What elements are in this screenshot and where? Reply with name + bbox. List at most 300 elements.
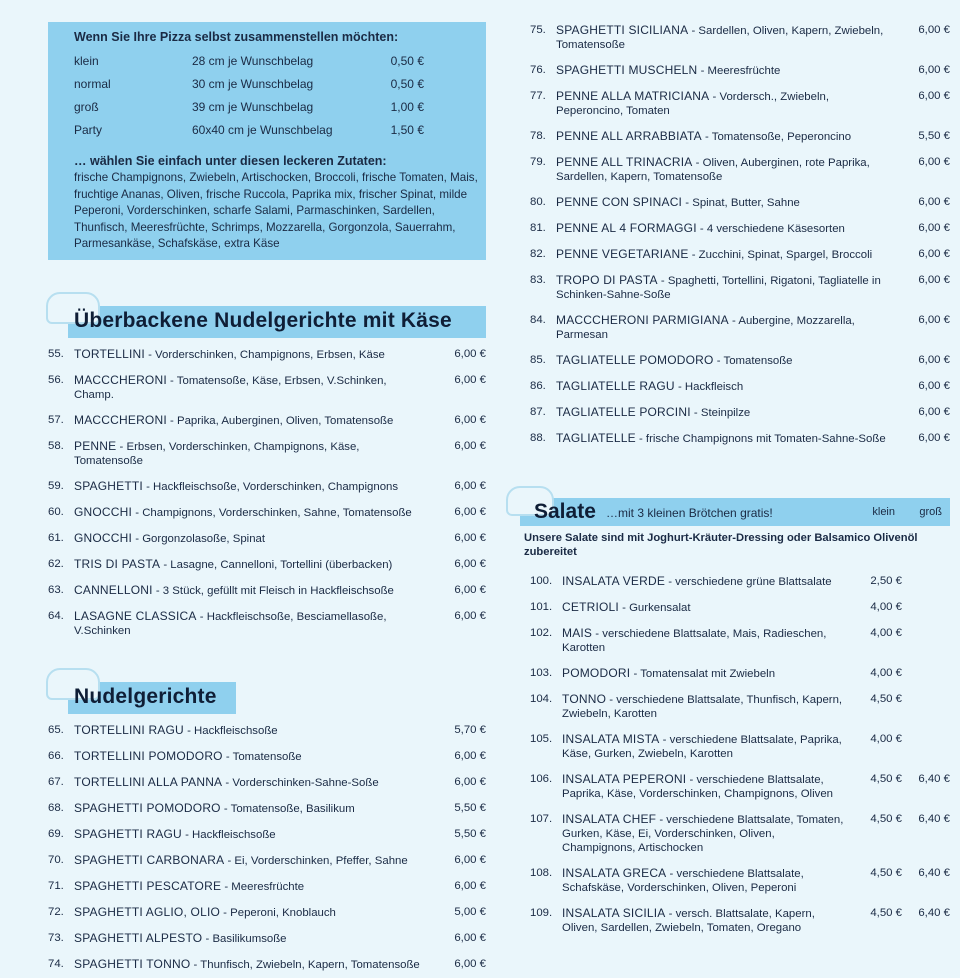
item-price: 6,00 €	[454, 440, 486, 452]
menu-item	[510, 727, 950, 767]
item-number: 65.	[48, 724, 64, 736]
menu-item	[510, 621, 950, 661]
menu-item	[48, 474, 486, 500]
item-price: 6,00 €	[918, 354, 950, 366]
item-name: SPAGHETTI TONNO	[74, 957, 191, 971]
item-number: 79.	[530, 156, 546, 168]
item-desc: - Hackfleischsoße	[181, 829, 276, 841]
item-name: INSALATA SICILIA	[562, 906, 666, 920]
item-price: 6,00 €	[454, 854, 486, 866]
item-price-gross: 6,40 €	[918, 867, 950, 879]
item-desc: - Paprika, Auberginen, Oliven, Tomatensoße	[166, 415, 394, 427]
item-desc: - Tomatensoße, Käse, Erbsen, V.Schinken, Champ.	[74, 375, 387, 401]
size-price: 1,00 €	[390, 100, 424, 114]
item-desc: - Tomatensoße, Basilikum	[220, 803, 355, 815]
salad-note: Unsere Salate sind mit Joghurt-Kräuter-Dressing oder Balsamico Olivenöl zubereitet	[524, 532, 918, 558]
left-column	[48, 22, 486, 978]
item-desc: - Tomatensoße	[713, 355, 793, 367]
menu-item	[510, 150, 950, 190]
item-name: TAGLIATELLE RAGU	[556, 379, 675, 393]
item-price-gross	[902, 732, 950, 761]
item-number: 67.	[48, 776, 64, 788]
item-text	[74, 347, 426, 362]
item-name: TORTELLINI RAGU	[74, 723, 184, 737]
item-desc: - Hackfleischsoße, Besciamellasoße, V.Schinken	[74, 611, 387, 637]
item-price: 6,00 €	[918, 156, 950, 168]
ingredients-heading: … wählen Sie einfach unter diesen leckeren Zutaten:	[74, 154, 387, 168]
item-number: 102.	[530, 627, 553, 639]
menu-item	[510, 767, 950, 807]
item-name: PENNE AL 4 FORMAGGI	[556, 221, 697, 235]
item-price: 6,00 €	[918, 406, 950, 418]
item-number: 72.	[48, 906, 64, 918]
item-desc: - Meeresfrüchte	[697, 65, 781, 77]
item-number: 78.	[530, 130, 546, 142]
item-name: SPAGHETTI AGLIO, OLIO	[74, 905, 221, 919]
item-number: 83.	[530, 274, 546, 286]
item-number: 87.	[530, 406, 546, 418]
menu-item	[48, 408, 486, 434]
item-number: 57.	[48, 414, 64, 426]
item-desc: - versch. Blattsalate, Kapern, Oliven, Sardellen, Zwiebeln, Tomaten, Oregano	[562, 908, 815, 934]
item-name: PENNE CON SPINACI	[556, 195, 683, 209]
item-desc: - verschiedene Blattsalate, Paprika, Käse, Gurken, Zwiebeln, Karotten	[562, 734, 842, 760]
item-price: 6,00 €	[918, 432, 950, 444]
item-desc: - Champignons, Vorderschinken, Sahne, Tomatensoße	[132, 507, 412, 519]
item-text	[562, 866, 846, 895]
item-number: 58.	[48, 440, 64, 452]
item-desc: - Peperoni, Knoblauch	[220, 907, 336, 919]
item-number: 62.	[48, 558, 64, 570]
item-price-gross	[902, 574, 950, 589]
menu-item	[48, 578, 486, 604]
item-text	[74, 853, 426, 868]
menu-item	[510, 569, 950, 595]
item-price: 5,50 €	[454, 828, 486, 840]
item-text	[562, 666, 846, 681]
size-name: groß	[74, 100, 99, 114]
item-price: 6,00 €	[454, 584, 486, 596]
item-text	[556, 195, 894, 210]
item-text	[556, 129, 894, 144]
item-name: SPAGHETTI	[74, 479, 143, 493]
pizza-size-row	[74, 73, 476, 96]
item-name: SPAGHETTI POMODORO	[74, 801, 221, 815]
item-name: GNOCCHI	[74, 531, 133, 545]
item-name: TRIS DI PASTA	[74, 557, 161, 571]
item-price: 6,00 €	[918, 64, 950, 76]
item-name: PENNE ALL TRINACRIA	[556, 155, 693, 169]
item-price: 5,00 €	[454, 906, 486, 918]
item-name: TAGLIATELLE PORCINI	[556, 405, 691, 419]
item-desc: - Hackfleischsoße, Vorderschinken, Champignons	[142, 481, 399, 493]
menu-item	[510, 426, 950, 452]
item-price-klein: 4,50 €	[870, 907, 902, 919]
item-text	[562, 692, 846, 721]
item-text	[562, 600, 846, 615]
item-text	[74, 957, 426, 972]
item-number: 73.	[48, 932, 64, 944]
item-desc: - verschiedene Blattsalate, Paprika, Käse, Vorderschinken, Champignons, Oliven	[562, 774, 833, 800]
item-number: 85.	[530, 354, 546, 366]
item-text	[556, 379, 894, 394]
item-price: 6,00 €	[454, 558, 486, 570]
item-text	[556, 221, 894, 236]
item-name: CANNELLONI	[74, 583, 153, 597]
menu-item	[48, 874, 486, 900]
item-text	[74, 931, 426, 946]
item-number: 55.	[48, 348, 64, 360]
item-price-gross: 6,40 €	[918, 813, 950, 825]
salad-list	[510, 569, 950, 941]
item-desc: - Tomatensoße	[222, 751, 302, 763]
menu-item	[510, 216, 950, 242]
item-price: 6,00 €	[918, 222, 950, 234]
right-pasta-list	[510, 18, 950, 452]
item-desc: - Hackfleisch	[674, 381, 744, 393]
item-name: INSALATA GRECA	[562, 866, 667, 880]
menu-item	[510, 18, 950, 58]
item-price: 6,00 €	[918, 24, 950, 36]
item-price: 6,00 €	[454, 776, 486, 788]
item-text	[74, 879, 426, 894]
item-text	[556, 155, 894, 184]
item-number: 68.	[48, 802, 64, 814]
size-desc: 39 cm je Wunschbelag	[192, 100, 314, 114]
item-price: 6,00 €	[454, 532, 486, 544]
item-price-gross	[902, 626, 950, 655]
item-name: PENNE	[74, 439, 117, 453]
menu-item	[48, 368, 486, 408]
item-desc: - 3 Stück, gefüllt mit Fleisch in Hackfleischsoße	[152, 585, 394, 597]
pizza-size-row	[74, 50, 476, 73]
item-name: TORTELLINI ALLA PANNA	[74, 775, 223, 789]
item-desc: - Spaghetti, Tortellini, Rigatoni, Tagliatelle in Schinken-Sahne-Soße	[556, 275, 881, 301]
menu-item	[48, 952, 486, 978]
item-desc: - verschiedene Blattsalate, Mais, Radieschen, Karotten	[562, 628, 827, 654]
item-price: 5,70 €	[454, 724, 486, 736]
item-text	[74, 775, 426, 790]
item-desc: - Erbsen, Vorderschinken, Champignons, Käse, Tomatensoße	[74, 441, 360, 467]
menu-item	[510, 901, 950, 941]
item-number: 74.	[48, 958, 64, 970]
item-price: 6,00 €	[454, 880, 486, 892]
item-text	[74, 905, 426, 920]
item-desc: - Vorderschinken, Champignons, Erbsen, Käse	[144, 349, 385, 361]
item-desc: - Spinat, Butter, Sahne	[682, 197, 800, 209]
item-name: SPAGHETTI ALPESTO	[74, 931, 203, 945]
item-price: 6,00 €	[454, 506, 486, 518]
item-name: PENNE ALLA MATRICIANA	[556, 89, 710, 103]
item-price-klein: 4,50 €	[870, 867, 902, 879]
col-gross: groß	[919, 506, 942, 518]
item-desc: - Tomatensalat mit Zwiebeln	[630, 668, 776, 680]
pizza-size-row	[74, 96, 476, 119]
menu-item	[48, 604, 486, 644]
section-header-salate	[510, 498, 950, 528]
item-price: 6,00 €	[918, 380, 950, 392]
menu-item	[510, 595, 950, 621]
item-number: 70.	[48, 854, 64, 866]
item-price-gross	[902, 692, 950, 721]
menu-item	[48, 342, 486, 368]
item-desc: - Vorderschinken-Sahne-Soße	[222, 777, 379, 789]
col-klein: klein	[872, 506, 895, 518]
item-price-klein: 4,50 €	[870, 773, 902, 785]
item-name: INSALATA PEPERONI	[562, 772, 687, 786]
item-price-gross: 6,40 €	[918, 773, 950, 785]
item-text	[556, 23, 894, 52]
item-price-gross	[902, 600, 950, 615]
pizza-heading: Wenn Sie Ihre Pizza selbst zusammenstellen möchten:	[74, 30, 399, 44]
item-price: 6,00 €	[454, 480, 486, 492]
item-name: TONNO	[562, 692, 607, 706]
item-text	[562, 732, 846, 761]
section-header-nudel	[48, 682, 486, 714]
item-price-gross: 6,40 €	[918, 907, 950, 919]
item-desc: - Tomatensoße, Peperoncino	[701, 131, 852, 143]
menu-item	[510, 190, 950, 216]
item-number: 61.	[48, 532, 64, 544]
menu-item	[48, 926, 486, 952]
item-text	[74, 801, 426, 816]
section-title: Überbackene Nudelgerichte mit Käse	[74, 309, 452, 332]
item-number: 106.	[530, 773, 553, 785]
size-price: 1,50 €	[390, 123, 424, 137]
item-text	[74, 583, 426, 598]
item-name: TROPO DI PASTA	[556, 273, 658, 287]
item-number: 103.	[530, 667, 553, 679]
size-name: normal	[74, 77, 111, 91]
section-header-ueberbacken	[48, 306, 486, 338]
ueberbacken-list	[48, 342, 486, 644]
right-column	[510, 18, 950, 941]
menu-item	[48, 900, 486, 926]
item-price: 5,50 €	[454, 802, 486, 814]
item-name: SPAGHETTI CARBONARA	[74, 853, 225, 867]
item-number: 66.	[48, 750, 64, 762]
item-price-klein: 4,00 €	[870, 601, 902, 613]
item-desc: - Hackfleischsoße	[183, 725, 278, 737]
item-text	[74, 505, 426, 520]
item-desc: - frische Champignons mit Tomaten-Sahne-Soße	[635, 433, 886, 445]
item-number: 82.	[530, 248, 546, 260]
item-text	[556, 63, 894, 78]
menu-item	[510, 268, 950, 308]
item-desc: - Lasagne, Cannelloni, Tortellini (überbacken)	[160, 559, 393, 571]
item-desc: - Oliven, Auberginen, rote Paprika, Sardellen, Kapern, Tomatensoße	[556, 157, 870, 183]
item-number: 76.	[530, 64, 546, 76]
menu-item	[48, 552, 486, 578]
section-subtitle: …mit 3 kleinen Brötchen gratis!	[606, 506, 773, 520]
item-number: 88.	[530, 432, 546, 444]
ingredients-list: frische Champignons, Zwiebeln, Artischocken, Broccoli, frische Tomaten, Mais, fruchtige Ananas, Oliven, frische Ruccola, Paprika mix, frischer Spinat, milde Peperoni, Vorderschinken, scharfe Salami, Parmaschinken, Sardellen, Thunfisch, Meeresfrüchte, Schrimps, Mozzarella, Gorgonzola, Sauerrahm, Parmesankäse, Schafskäse, extra Käse	[74, 171, 478, 251]
item-price: 6,00 €	[454, 374, 486, 386]
item-desc: - Vordersch., Zwiebeln, Peperoncino, Tomaten	[556, 91, 830, 117]
item-desc: - Basilikumsoße	[202, 933, 287, 945]
size-price: 0,50 €	[390, 77, 424, 91]
item-price: 6,00 €	[454, 348, 486, 360]
menu-item	[48, 822, 486, 848]
item-name: MAIS	[562, 626, 593, 640]
item-price: 6,00 €	[454, 750, 486, 762]
item-number: 104.	[530, 693, 553, 705]
item-desc: - Steinpilze	[690, 407, 751, 419]
item-text	[562, 574, 846, 589]
item-number: 75.	[530, 24, 546, 36]
item-number: 60.	[48, 506, 64, 518]
item-price: 6,00 €	[918, 196, 950, 208]
item-price-gross	[902, 666, 950, 681]
item-name: SPAGHETTI MUSCHELN	[556, 63, 698, 77]
pizza-sizes	[74, 50, 476, 142]
item-text	[556, 273, 894, 302]
item-number: 81.	[530, 222, 546, 234]
size-desc: 60x40 cm je Wunschbelag	[192, 123, 333, 137]
item-price: 6,00 €	[454, 414, 486, 426]
section-title: Salate	[534, 500, 596, 523]
size-name: klein	[74, 54, 99, 68]
item-desc: - Ei, Vorderschinken, Pfeffer, Sahne	[224, 855, 408, 867]
menu-item	[48, 718, 486, 744]
item-desc: - Zucchini, Spinat, Spargel, Broccoli	[688, 249, 873, 261]
item-name: CETRIOLI	[562, 600, 619, 614]
item-number: 59.	[48, 480, 64, 492]
item-price-klein: 4,00 €	[870, 667, 902, 679]
item-name: GNOCCHI	[74, 505, 133, 519]
item-price-klein: 2,50 €	[870, 575, 902, 587]
item-text	[74, 439, 426, 468]
item-desc: - 4 verschiedene Käsesorten	[696, 223, 845, 235]
item-price: 6,00 €	[454, 958, 486, 970]
item-desc: - verschiedene grüne Blattsalate	[665, 576, 832, 588]
item-text	[74, 413, 426, 428]
item-price-klein: 4,50 €	[870, 813, 902, 825]
item-number: 56.	[48, 374, 64, 386]
pizza-size-row	[74, 119, 476, 142]
pizza-custom-box	[48, 22, 486, 260]
item-text	[556, 89, 894, 118]
menu-item	[48, 796, 486, 822]
item-number: 63.	[48, 584, 64, 596]
item-name: POMODORI	[562, 666, 631, 680]
item-number: 71.	[48, 880, 64, 892]
menu-item	[510, 58, 950, 84]
item-desc: - verschiedene Blattsalate, Thunfisch, Kapern, Zwiebeln, Karotten	[562, 694, 843, 720]
item-name: MACCCHERONI	[74, 373, 167, 387]
item-name: TAGLIATELLE	[556, 431, 636, 445]
item-number: 100.	[530, 575, 553, 587]
item-text	[74, 609, 426, 638]
menu-item	[510, 687, 950, 727]
menu-item	[48, 526, 486, 552]
menu-item	[510, 124, 950, 150]
item-desc: - verschiedene Blattsalate, Schafskäse, Vorderschinken, Oliven, Peperoni	[562, 868, 804, 894]
item-name: PENNE VEGETARIANE	[556, 247, 689, 261]
menu-item	[510, 84, 950, 124]
menu-item	[510, 661, 950, 687]
item-name: MACCCHERONI PARMIGIANA	[556, 313, 729, 327]
item-number: 77.	[530, 90, 546, 102]
menu-item	[510, 308, 950, 348]
item-desc: - Gurkensalat	[618, 602, 691, 614]
item-desc: - verschiedene Blattsalate, Tomaten, Gurken, Käse, Ei, Vorderschinken, Oliven, Champignons, Artischocken	[562, 814, 844, 854]
nudel-list	[48, 718, 486, 978]
item-desc: - Thunfisch, Zwiebeln, Kapern, Tomatensoße	[190, 959, 420, 971]
item-name: INSALATA MISTA	[562, 732, 660, 746]
menu-item	[510, 348, 950, 374]
item-name: INSALATA VERDE	[562, 574, 666, 588]
item-name: TAGLIATELLE POMODORO	[556, 353, 714, 367]
item-price: 6,00 €	[918, 274, 950, 286]
item-number: 105.	[530, 733, 553, 745]
menu-item	[48, 500, 486, 526]
item-text	[562, 906, 846, 935]
item-text	[74, 479, 426, 494]
item-name: SPAGHETTI SICILIANA	[556, 23, 689, 37]
item-name: MACCCHERONI	[74, 413, 167, 427]
item-text	[74, 827, 426, 842]
item-price: 6,00 €	[454, 610, 486, 622]
item-text	[556, 431, 894, 446]
item-price-klein: 4,50 €	[870, 693, 902, 705]
item-desc: - Gorgonzolasoße, Spinat	[132, 533, 266, 545]
item-price: 6,00 €	[454, 932, 486, 944]
item-number: 108.	[530, 867, 553, 879]
item-text	[562, 626, 846, 655]
item-text	[74, 557, 426, 572]
item-name: SPAGHETTI PESCATORE	[74, 879, 222, 893]
item-price: 6,00 €	[918, 314, 950, 326]
size-name: Party	[74, 123, 103, 137]
item-name: TORTELLINI	[74, 347, 145, 361]
item-number: 69.	[48, 828, 64, 840]
item-name: INSALATA CHEF	[562, 812, 657, 826]
item-text	[74, 723, 426, 738]
item-price-klein: 4,00 €	[870, 627, 902, 639]
item-name: SPAGHETTI RAGU	[74, 827, 182, 841]
item-text	[74, 749, 426, 764]
size-desc: 30 cm je Wunschbelag	[192, 77, 314, 91]
item-number: 109.	[530, 907, 553, 919]
item-text	[562, 812, 846, 855]
item-price: 6,00 €	[918, 90, 950, 102]
item-text	[74, 373, 426, 402]
item-text	[556, 353, 894, 368]
menu-item	[48, 434, 486, 474]
section-title: Nudelgerichte	[74, 685, 217, 708]
item-price: 6,00 €	[918, 248, 950, 260]
item-text	[556, 405, 894, 420]
item-number: 64.	[48, 610, 64, 622]
item-name: PENNE ALL ARRABBIATA	[556, 129, 702, 143]
menu-item	[48, 848, 486, 874]
item-price-klein: 4,00 €	[870, 733, 902, 745]
menu-item	[510, 374, 950, 400]
item-text	[74, 531, 426, 546]
menu-item	[510, 807, 950, 861]
item-number: 107.	[530, 813, 553, 825]
item-number: 86.	[530, 380, 546, 392]
item-desc: - Aubergine, Mozzarella, Parmesan	[556, 315, 855, 341]
item-name: TORTELLINI POMODORO	[74, 749, 223, 763]
item-text	[562, 772, 846, 801]
item-desc: - Meeresfrüchte	[221, 881, 305, 893]
menu-item	[510, 400, 950, 426]
item-desc: - Sardellen, Oliven, Kapern, Zwiebeln, Tomatensoße	[556, 25, 884, 51]
menu-item	[510, 242, 950, 268]
item-number: 84.	[530, 314, 546, 326]
